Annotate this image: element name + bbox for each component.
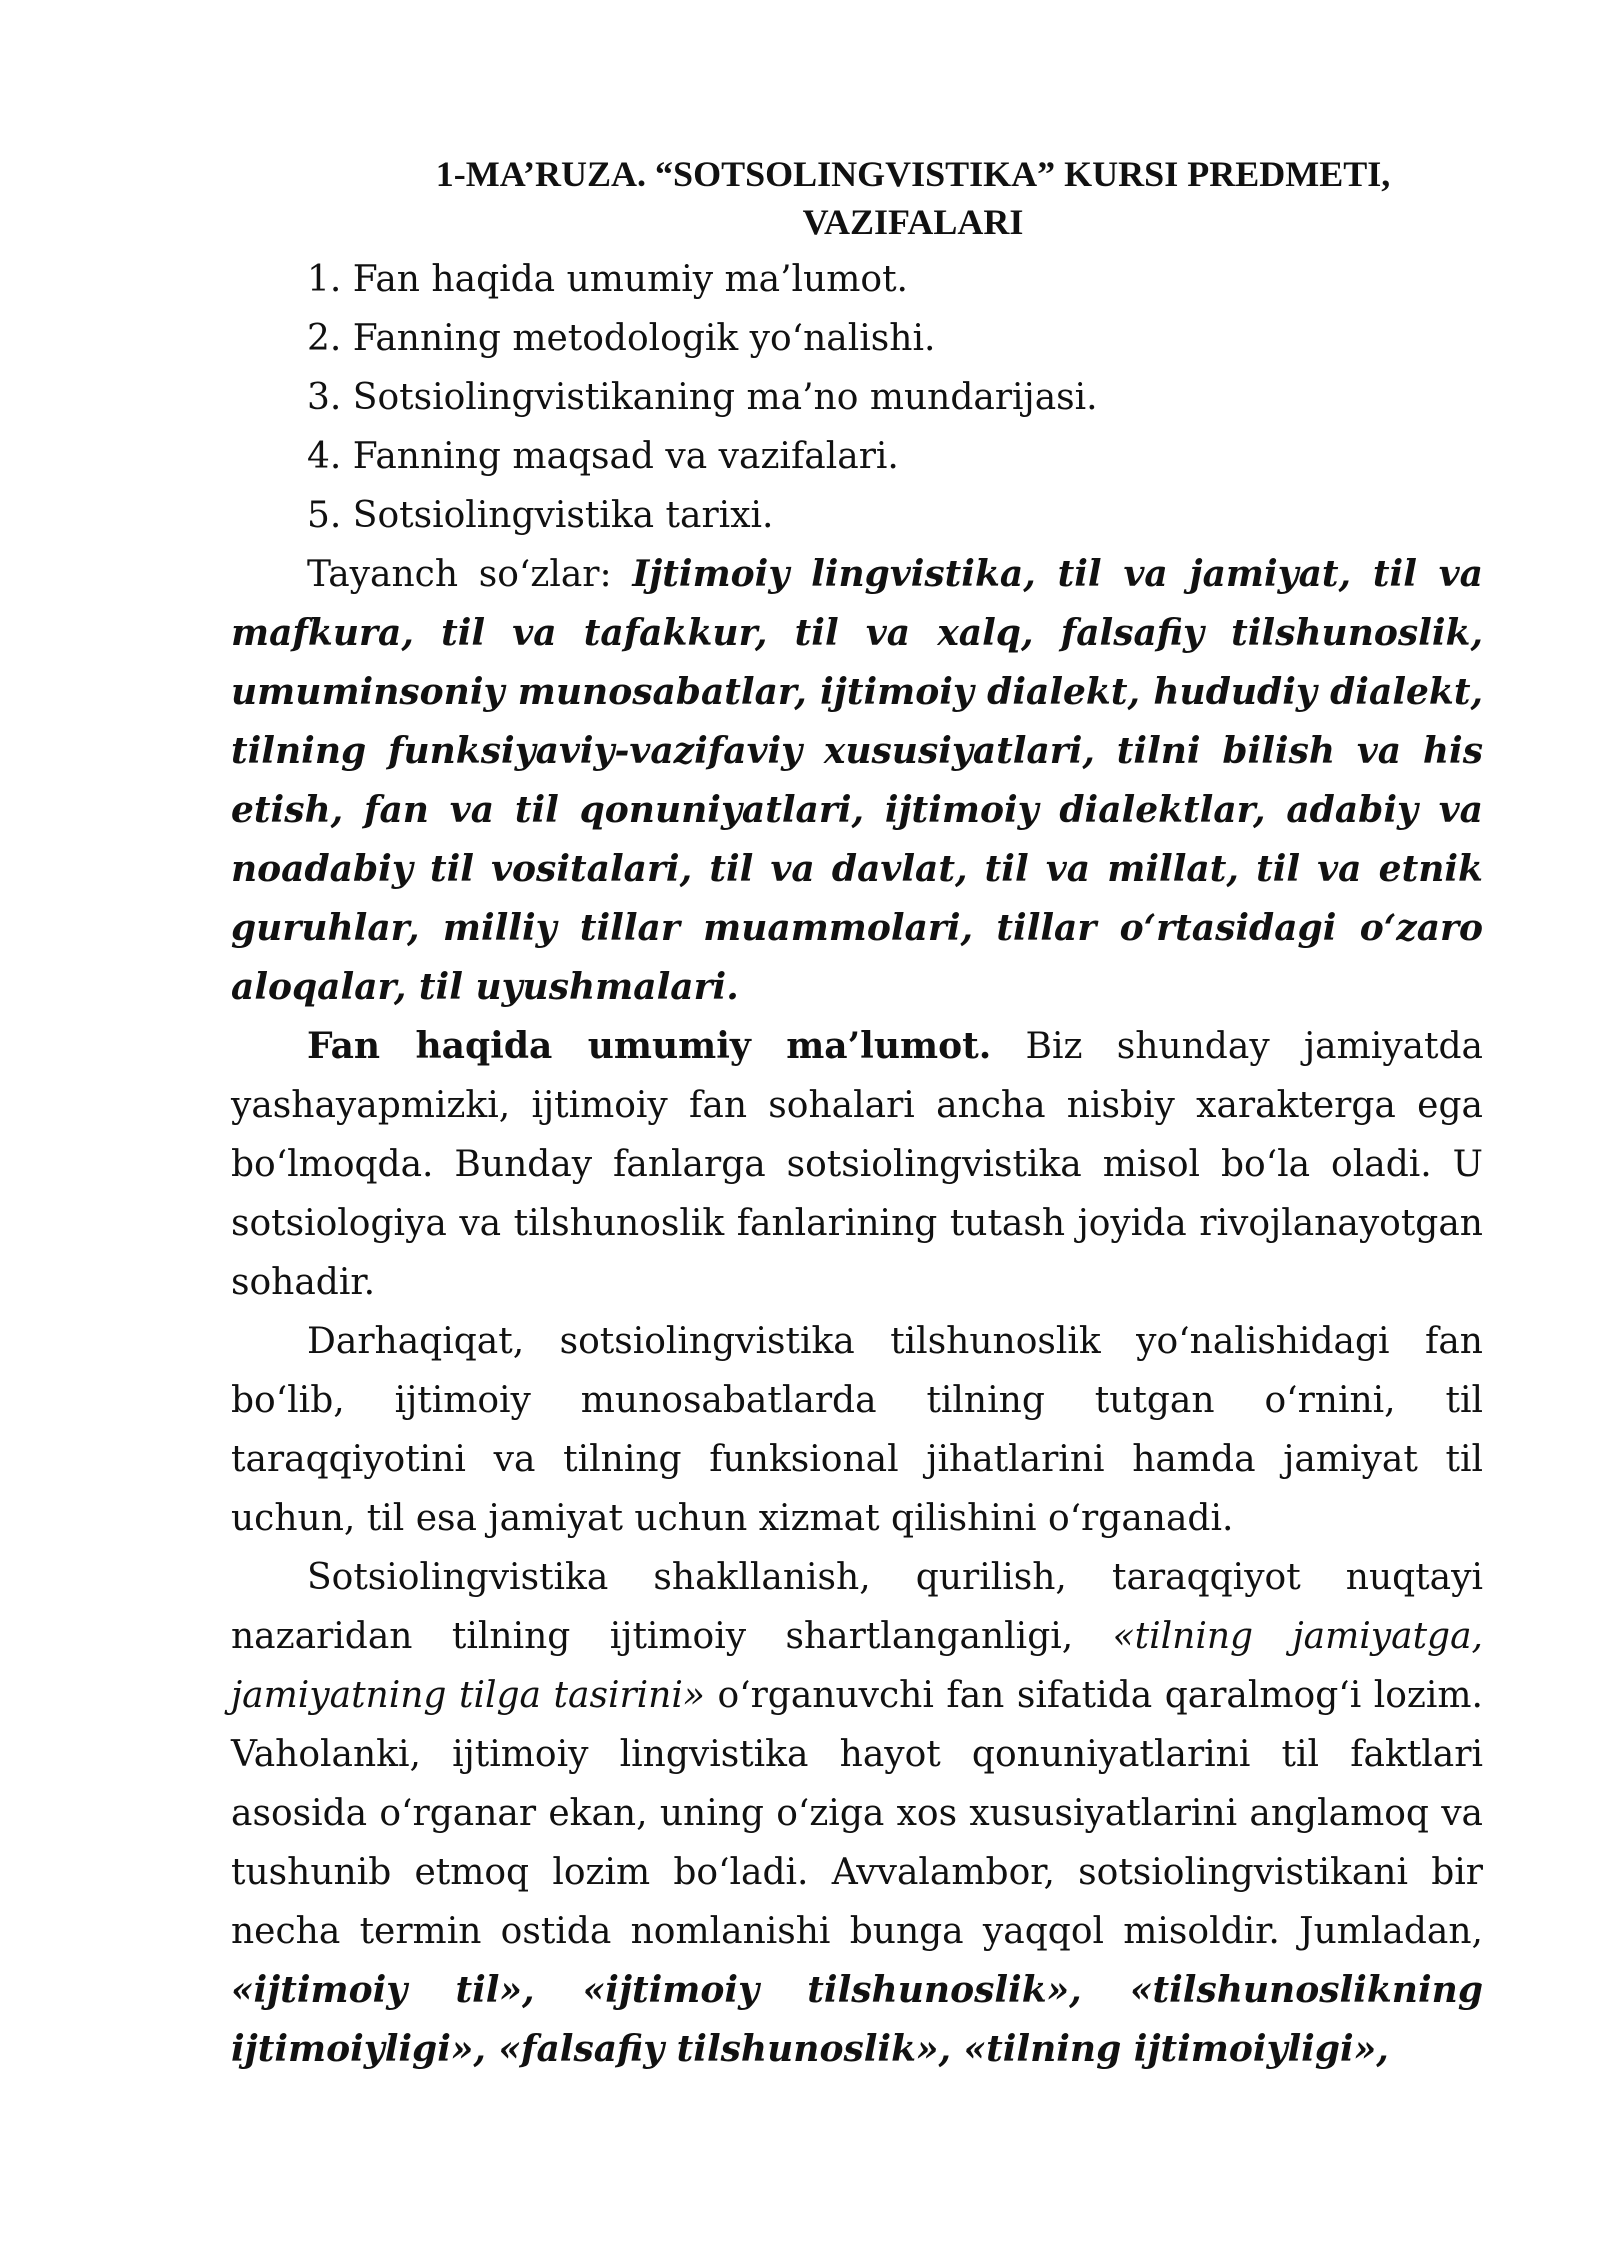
section-heading-inline: Fan haqida umumiy ma’lumot. [307,1025,992,1067]
keywords-paragraph [231,545,1483,1017]
keywords-label: Tayanch so‘zlar: [307,554,633,595]
paragraph-text: Sotsiolingvistika shakllanish, qurilish, taraqqiyot nuqtayi nazaridan tilning ijtimoiy shartlanganligi, [231,1557,1483,1657]
paragraph-general-info [231,1017,1483,1312]
document-body [231,150,1483,2079]
lecture-plan [231,250,1483,545]
paragraph-text: Biz shunday jamiyatda yashayapmizki, ijtimoiy fan sohalari ancha nisbiy xarakterga ega bo‘lmoqda. Bunday fanlarga sotsiolingvistika misol bo‘la oladi. U sotsiologiya va tilshunoslik fanlarining tutash joyida rivojlanayotgan sohadir. [231,1026,1483,1303]
italic-quote: «tilning jamiyatga, jamiyatning tilga tasirini» [231,1616,1483,1716]
lecture-title-line-2: VAZIFALARI [802,202,1024,242]
paragraph-text: Darhaqiqat, sotsiolingvistika tilshunoslik yo‘nalishidagi fan bo‘lib, ijtimoiy munosabatlarda tilning tutgan o‘rnini, til taraqqiyotini va tilning funksional jihatlarini hamda jamiyat til uchun, til esa jamiyat uchun xizmat qilishini o‘rganadi. [231,1321,1483,1539]
lecture-title [231,150,1483,246]
plan-item: 5. Sotsiolingvistika tarixi. [307,495,774,536]
plan-item: 2. Fanning metodologik yo‘nalishi. [307,318,936,359]
plan-item: 3. Sotsiolingvistikaning ma’no mundarijasi. [307,377,1098,418]
paragraph-text: o‘rganuvchi fan sifatida qaralmog‘i lozim. Vaholanki, ijtimoiy lingvistika hayot qonuniyatlarini til faktlari asosida o‘rganar ekan, uning o‘ziga xos xususiyatlarini anglamoq va tushunib etmoq lozim bo‘ladi. Avvalambor, sotsiolingvistikani bir necha termin ostida nomlanishi bunga yaqqol misoldir. Jumladan, [231,1675,1483,1952]
paragraph-terms [231,1548,1483,2079]
lecture-title-line-1: 1-MA’RUZA. “SOTSOLINGVISTIKA” KURSI PREDMETI, [435,154,1391,194]
term-list: «ijtimoiy til», «ijtimoiy tilshunoslik», «tilshunoslikning ijtimoiyligi», «falsafiy tilshunoslik», «tilning ijtimoiyligi», [231,1969,1483,2070]
paragraph-definition [231,1312,1483,1548]
keywords-list: Ijtimoiy lingvistika, til va jamiyat, til va mafkura, til va tafakkur, til va xalq, falsafiy tilshunoslik, umuminsoniy munosabatlar, ijtimoiy dialekt, hududiy dialekt, tilning funksiyaviy-vazifaviy xususiyatlari, tilni bilish va his etish, fan va til qonuniyatlari, ijtimoiy dialektlar, adabiy va noadabiy til vositalari, til va davlat, til va millat, til va etnik guruhlar, milliy tillar muammolari, tillar o‘rtasidagi o‘zaro aloqalar, til uyushmalari. [231,553,1483,1008]
plan-item: 1. Fan haqida umumiy ma’lumot. [307,259,908,300]
plan-item: 4. Fanning maqsad va vazifalari. [307,436,899,477]
